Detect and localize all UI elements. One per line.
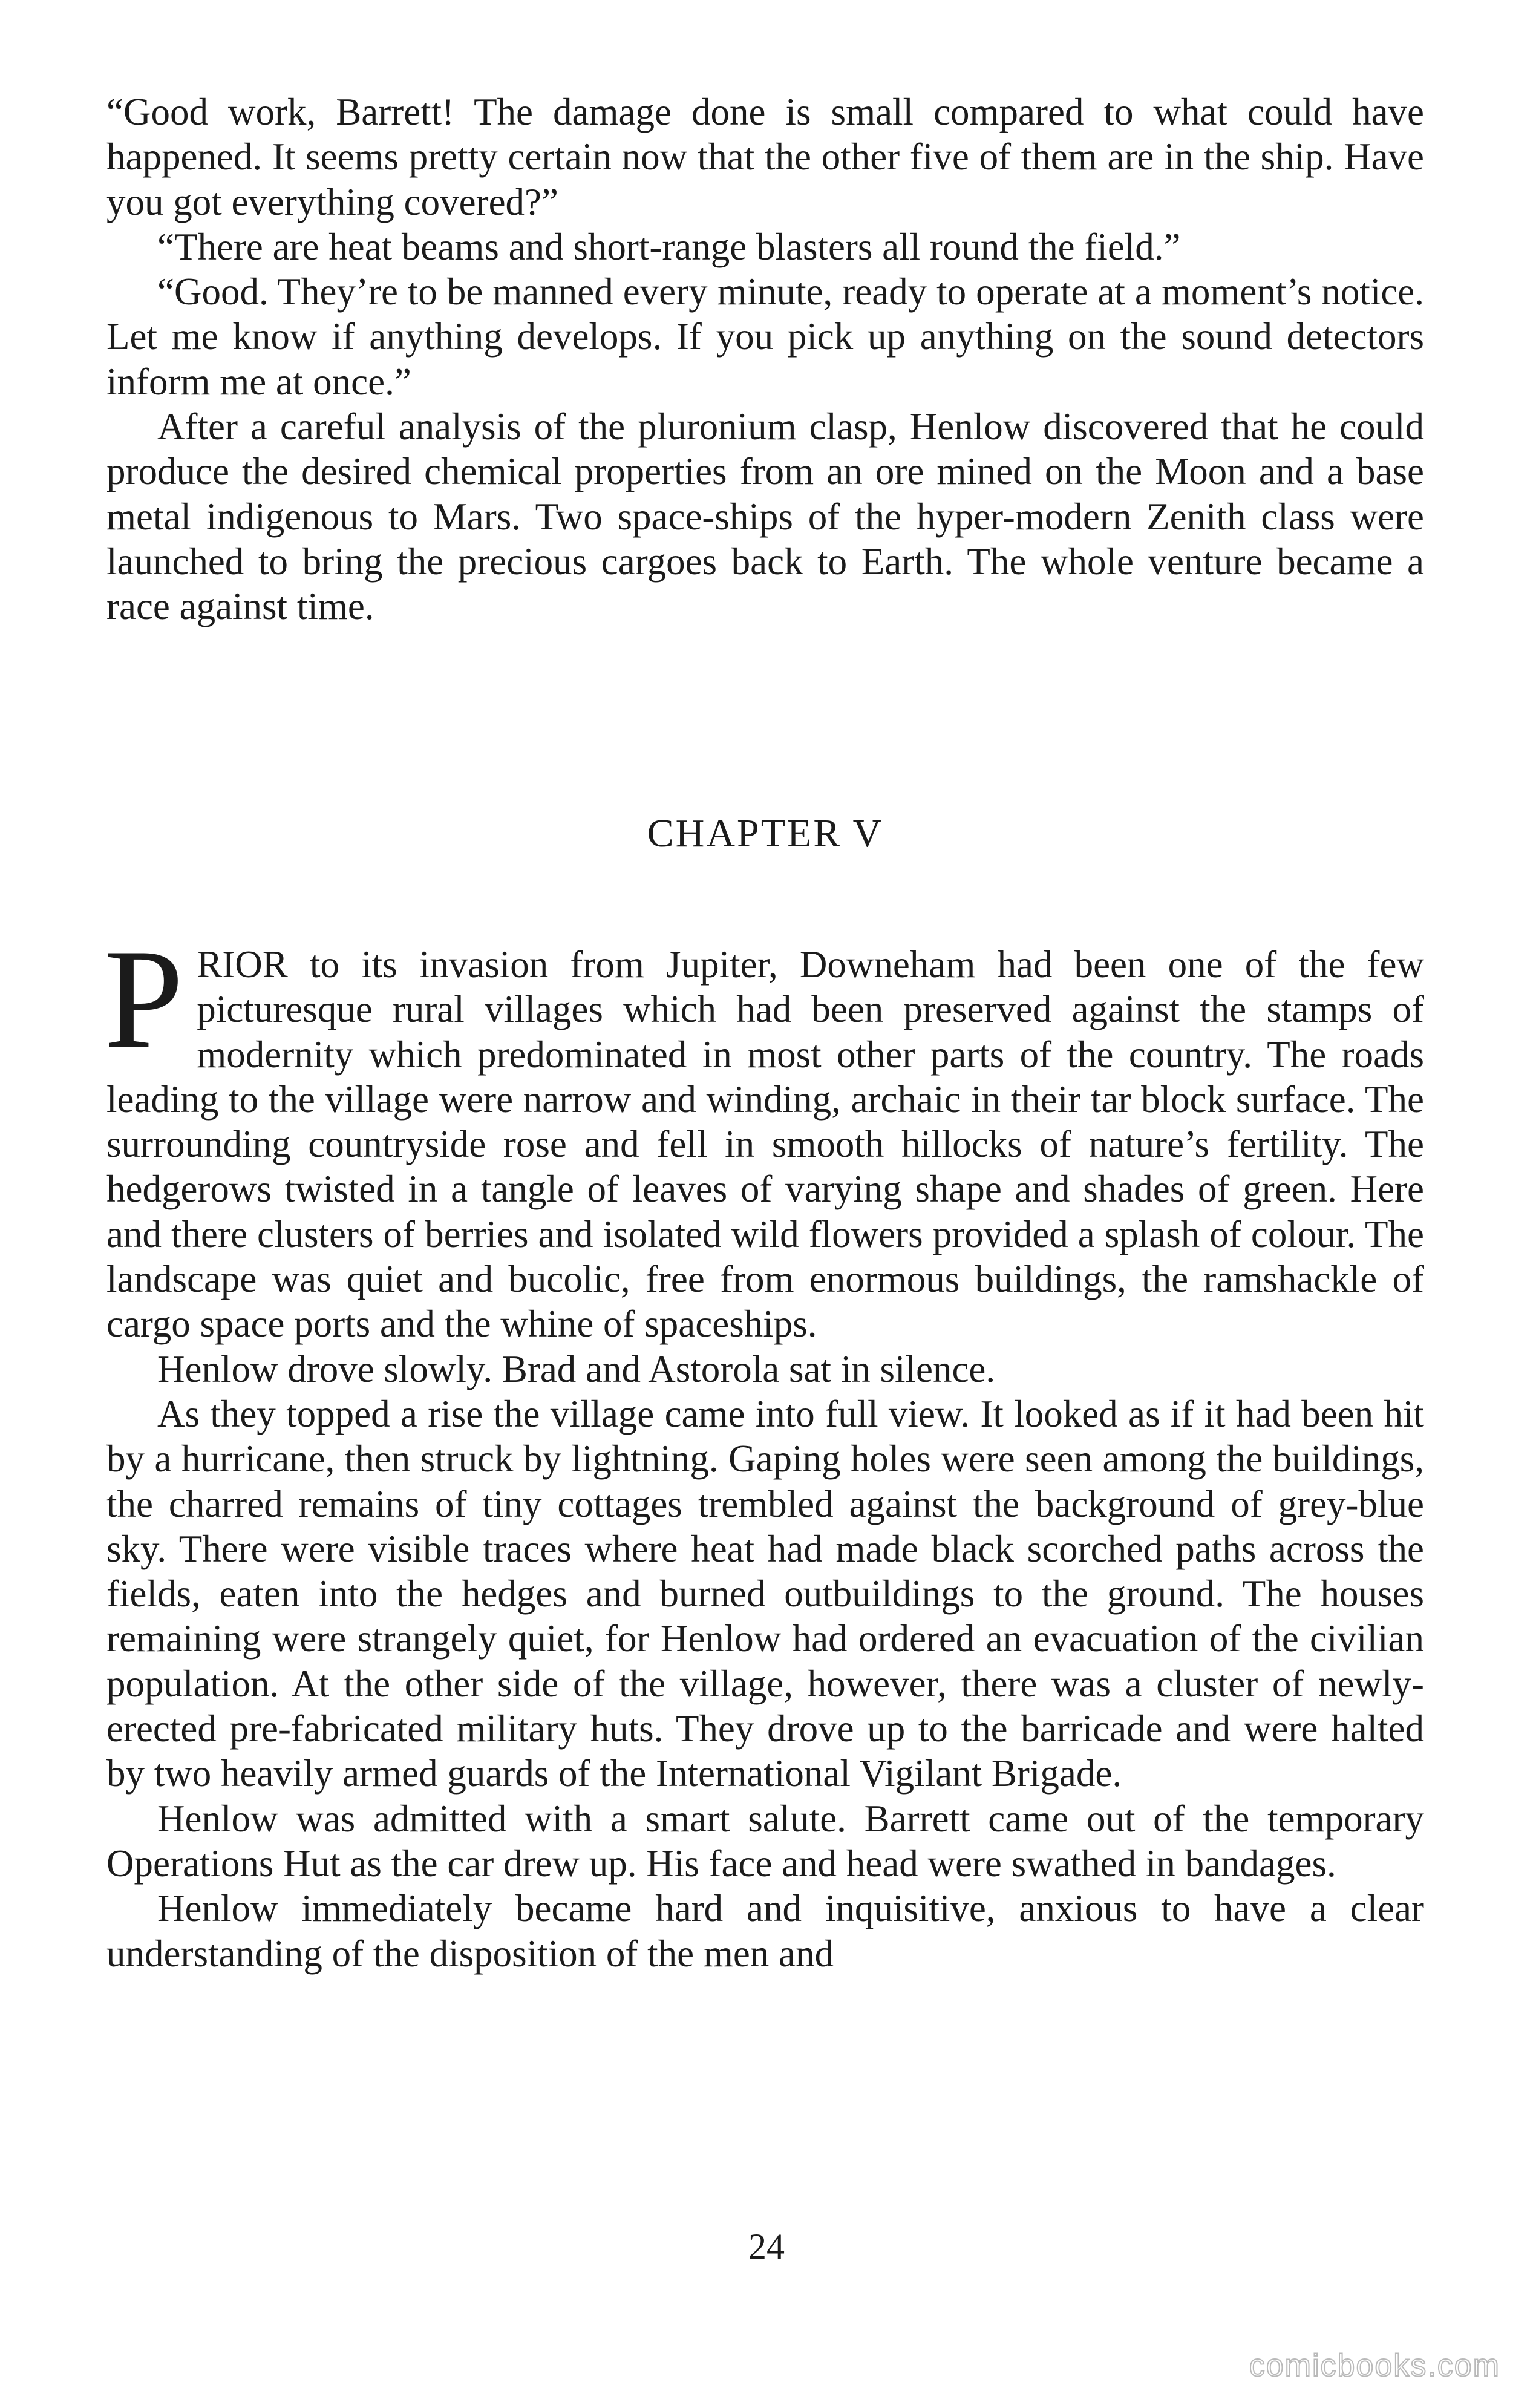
chapter-heading: CHAPTER V [647, 811, 884, 856]
dialogue-paragraph: “There are heat beams and short-range blasters all round the field.” [157, 225, 1181, 268]
page-number: 24 [748, 2226, 785, 2266]
dialogue-paragraph: “Good work, Barrett! The damage done is small compared to what could have happened. It seems pretty certain now that the other five of them are in the ship. Have you got everything covered?” [106, 91, 1424, 223]
drop-cap: P [104, 920, 184, 1078]
body-paragraph: Henlow drove slowly. Brad and Astorola sat in silence. [157, 1347, 996, 1390]
preceding-text-section [106, 90, 1424, 788]
body-paragraph: Henlow immediately became hard and inquisitive, anxious to have a clear understanding of the disposition of the men and [106, 1887, 1424, 1975]
site-watermark: comicbooks.com [1249, 2348, 1500, 2383]
opening-text: RIOR to its invasion from Jupiter, Downeham had been one of the few picturesque rural villages which had been preserved against the stamps of modernity which predominated in most other parts of the country. The roads leading to the village were narrow and winding, archaic in their tar block surface. The surrounding countryside rose and fell in smooth hillocks of nature’s fertility. The hedgerows twisted in a tangle of leaves of varying shape and shades of green. Here and there clusters of berries and isolated wild flowers provided a splash of colour. The landscape was quiet and bucolic, free from enormous buildings, the ramshackle of cargo space ports and the whine of spaceships. [106, 943, 1424, 1346]
body-paragraph: Henlow was admitted with a smart salute. Barrett came out of the temporary Operations Hut as the car drew up. His face and head were swathed in bandages. [106, 1797, 1424, 1885]
chapter-opening-paragraph [104, 920, 1424, 1347]
dialogue-paragraph: “Good. They’re to be manned every minute, ready to operate at a moment’s notice. Let me know if anything develops. If you pick up anything on the sound detectors inform me at once.” [106, 270, 1424, 403]
body-paragraph: After a careful analysis of the pluronium clasp, Henlow discovered that he could produce the desired chemical properties from an ore mined on the Moon and a base metal indigenous to Mars. Two space-ships of the hyper-modern Zenith class were launched to bring the precious cargoes back to Earth. The whole venture became a race against time. [106, 405, 1424, 628]
book-page-text [106, 90, 1424, 1976]
body-paragraph: As they topped a rise the village came into full view. It looked as if it had been hit by a hurricane, then struck by lightning. Gaping holes were seen among the buildings, the charred remains of tiny cottages trembled against the background of grey-blue sky. There were visible traces where heat had made black scorched paths across the fields, eaten into the hedges and burned outbuildings to the ground. The houses remaining were strangely quiet, for Henlow had ordered an evacuation of the civilian population. At the other side of the village, however, there was a cluster of newly-erected pre-fabricated military huts. They drove up to the barricade and were halted by two heavily armed guards of the International Vigilant Brigade. [106, 1392, 1424, 1795]
